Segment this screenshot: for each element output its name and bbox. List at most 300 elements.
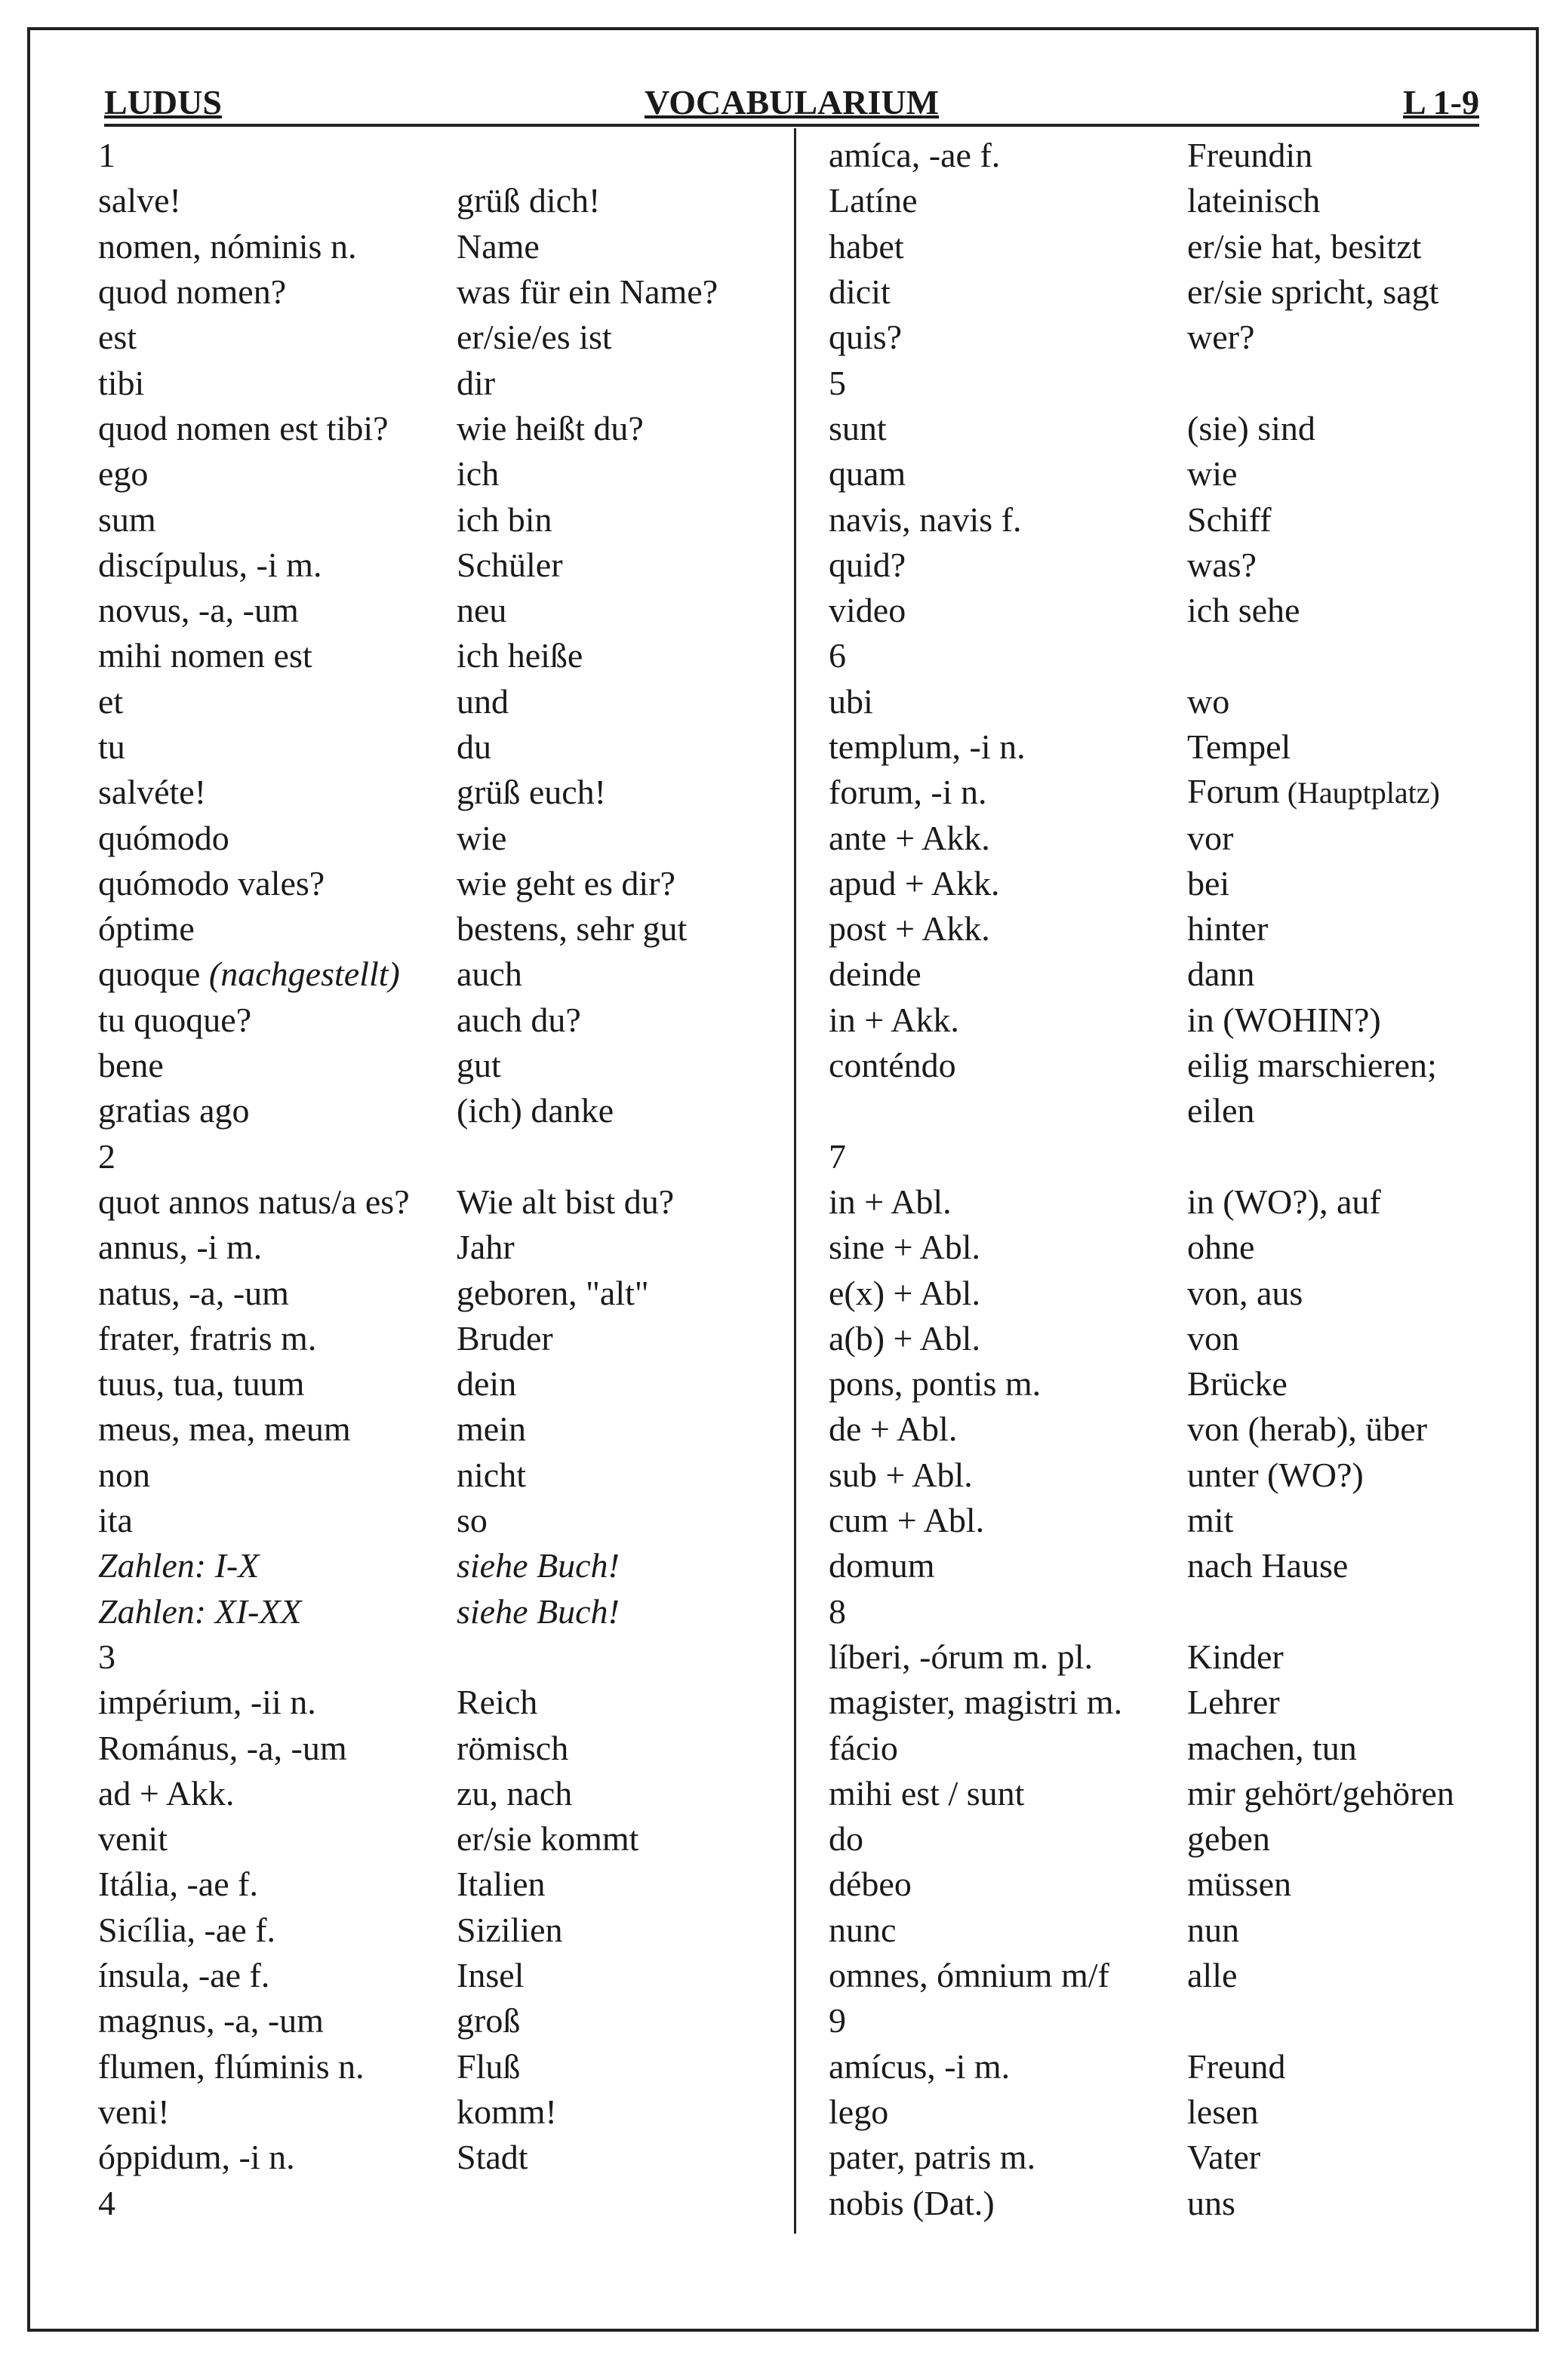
- latin-term: [829, 1637, 1187, 1677]
- vocab-row: [98, 861, 777, 906]
- vocab-row: [98, 724, 777, 770]
- header-lesson-range: L 1-9: [1403, 83, 1479, 121]
- latin-text: templum, -i n.: [829, 727, 1026, 766]
- german-translation: [1187, 2138, 1508, 2177]
- latin-text: frater, fratris m.: [98, 1318, 317, 1358]
- lesson-number: [829, 2001, 1187, 2040]
- german-translation: [457, 181, 777, 220]
- german-text: Kinder: [1187, 1637, 1284, 1676]
- latin-text: in + Akk.: [829, 1000, 959, 1039]
- german-text: nicht: [457, 1455, 526, 1494]
- german-translation: [1187, 1774, 1508, 1813]
- vocab-row: [829, 1453, 1508, 1498]
- vocab-row: [829, 1407, 1508, 1452]
- german-text: was für ein Name?: [457, 272, 718, 312]
- vocab-row: [829, 770, 1508, 815]
- german-translation: [457, 1091, 777, 1130]
- latin-text: Zahlen: XI-XX: [98, 1591, 302, 1631]
- latin-text: lego: [829, 2092, 889, 2131]
- vocab-row: [829, 497, 1508, 542]
- latin-text: ego: [98, 454, 149, 494]
- latin-text: pons, pontis m.: [829, 1364, 1041, 1404]
- lesson-number-row: [98, 2180, 777, 2225]
- latin-text: gratias ago: [98, 1091, 250, 1130]
- vocab-row: [98, 315, 777, 360]
- german-translation: [1187, 1911, 1508, 1950]
- latin-term: [829, 909, 1187, 949]
- german-translation: [1187, 1956, 1508, 1995]
- vocab-row: [98, 1816, 777, 1862]
- german-translation: [1187, 682, 1508, 721]
- german-translation: [457, 1046, 777, 1085]
- latin-term: [829, 682, 1187, 721]
- latin-text: do: [829, 1819, 863, 1859]
- latin-text: óptime: [98, 909, 195, 949]
- lesson-number: [98, 136, 457, 175]
- german-text: siehe Buch!: [457, 1591, 620, 1631]
- header-left-title: LUDUS: [104, 83, 222, 121]
- german-translation: [457, 1228, 777, 1267]
- vocab-row: [98, 360, 777, 405]
- latin-text: novus, -a, -um: [98, 591, 299, 630]
- german-text: von (herab), über: [1187, 1410, 1428, 1449]
- german-text: neu: [457, 591, 507, 630]
- german-text: dir: [457, 363, 496, 402]
- german-text: bestens, sehr gut: [457, 909, 688, 949]
- vocab-row: [98, 1725, 777, 1770]
- german-text: groß: [457, 2001, 521, 2040]
- vocab-row: [98, 269, 777, 315]
- german-text: Freund: [1187, 2046, 1286, 2086]
- german-translation: [457, 955, 777, 994]
- latin-term: [829, 1364, 1187, 1404]
- vocab-row: [829, 451, 1508, 497]
- vocab-row: [98, 1680, 777, 1725]
- latin-term: [98, 2047, 457, 2086]
- latin-text: nomen, nóminis n.: [98, 226, 357, 266]
- german-translation: [457, 546, 777, 585]
- german-text: zu, nach: [457, 1773, 573, 1813]
- german-text: Schiff: [1187, 500, 1272, 539]
- latin-term: [829, 1865, 1187, 1904]
- vocab-row: [98, 1543, 777, 1588]
- german-text: alle: [1187, 1956, 1238, 1995]
- german-translation: [1187, 181, 1508, 220]
- german-translation: [1187, 272, 1508, 312]
- lesson-number-row: [829, 1589, 1508, 1634]
- latin-text: ínsula, -ae f.: [98, 1956, 270, 1995]
- german-translation: [457, 1683, 777, 1722]
- german-translation: [457, 1956, 777, 1995]
- german-translation: [457, 864, 777, 903]
- vocab-row: [98, 1862, 777, 1907]
- vocab-row: [829, 1862, 1508, 1907]
- german-translation: [457, 1364, 777, 1404]
- vocab-row: [98, 906, 777, 952]
- german-text: in (WO?), auf: [1187, 1182, 1381, 1221]
- vocab-row: [829, 2180, 1508, 2225]
- latin-term: [829, 1182, 1187, 1222]
- german-text: Brücke: [1187, 1364, 1288, 1404]
- vocab-row: [829, 543, 1508, 588]
- column-divider: [794, 128, 796, 2234]
- latin-term: [829, 227, 1187, 266]
- latin-term: [829, 1819, 1187, 1859]
- latin-term: [829, 1046, 1187, 1085]
- latin-term: [98, 773, 457, 812]
- vocab-row: [98, 1225, 777, 1270]
- german-translation: [457, 1774, 777, 1813]
- german-translation: [457, 272, 777, 312]
- german-text: nun: [1187, 1910, 1239, 1949]
- german-text: von, aus: [1187, 1273, 1303, 1312]
- german-text: er/sie/es ist: [457, 318, 612, 357]
- latin-text: tu quoque?: [98, 1000, 252, 1039]
- latin-term: [98, 272, 457, 312]
- german-text: Name: [457, 226, 540, 266]
- latin-text: amíca, -ae f.: [829, 136, 1001, 175]
- vocab-row: [98, 588, 777, 633]
- vocab-row: [98, 2135, 777, 2180]
- german-translation: [1187, 2092, 1508, 2132]
- german-translation: [457, 2092, 777, 2132]
- vocab-row: [829, 1771, 1508, 1816]
- german-text: Tempel: [1187, 727, 1291, 766]
- latin-text: 4: [98, 2183, 115, 2222]
- vocab-row: [98, 1361, 777, 1407]
- latin-term: [98, 955, 457, 994]
- german-text: was?: [1187, 545, 1257, 584]
- vocab-row: [98, 1043, 777, 1088]
- latin-term: [98, 1729, 457, 1768]
- german-translation: [1187, 136, 1508, 175]
- latin-text: Itália, -ae f.: [98, 1865, 258, 1904]
- latin-text: salvéte!: [98, 773, 207, 812]
- latin-text: ubi: [829, 681, 873, 721]
- latin-text: conténdo: [829, 1046, 956, 1085]
- vocab-row: [829, 1316, 1508, 1361]
- latin-term: [98, 1001, 457, 1040]
- german-text: Sizilien: [457, 1910, 563, 1949]
- german-text: grüß euch!: [457, 773, 606, 812]
- vocab-row: [98, 633, 777, 678]
- latin-term: [98, 2092, 457, 2132]
- latin-text: 9: [829, 2001, 846, 2040]
- latin-term: [98, 1319, 457, 1358]
- german-text: Stadt: [457, 2138, 528, 2177]
- vocab-row: [829, 906, 1508, 952]
- german-translation: [457, 2138, 777, 2177]
- vocab-row: [98, 1589, 777, 1634]
- german-translation: [457, 1274, 777, 1313]
- german-text: komm!: [457, 2092, 557, 2131]
- latin-text: e(x) + Abl.: [829, 1273, 980, 1312]
- latin-term: [98, 1364, 457, 1404]
- latin-text: 8: [829, 1591, 846, 1631]
- vocab-row: [98, 543, 777, 588]
- latin-text: ad + Akk.: [98, 1773, 235, 1813]
- german-translation: [1187, 1501, 1508, 1540]
- german-text: (sie) sind: [1187, 408, 1315, 447]
- lesson-number: [829, 364, 1187, 403]
- german-text: grüß dich!: [457, 181, 601, 220]
- vocab-row: [98, 497, 777, 542]
- german-translation: [1187, 864, 1508, 903]
- german-text: in (WOHIN?): [1187, 1000, 1381, 1039]
- latin-text: 3: [98, 1637, 115, 1676]
- german-translation: [457, 1819, 777, 1859]
- german-text: mit: [1187, 1501, 1234, 1540]
- german-translation: [457, 909, 777, 949]
- lesson-number: [829, 1592, 1187, 1631]
- latin-text: 7: [829, 1136, 846, 1176]
- vocab-row: [829, 1498, 1508, 1543]
- german-text: er/sie spricht, sagt: [1187, 272, 1439, 312]
- german-translation: [457, 1501, 777, 1540]
- latin-text: impérium, -ii n.: [98, 1683, 316, 1722]
- german-translation: [457, 636, 777, 675]
- german-text: Fluß: [457, 2046, 521, 2086]
- vocab-row: [98, 815, 777, 860]
- german-translation: [457, 591, 777, 630]
- german-translation: [457, 1319, 777, 1358]
- german-translation: [457, 1911, 777, 1950]
- latin-term: [98, 409, 457, 448]
- latin-text: quis?: [829, 318, 903, 357]
- latin-term: [98, 591, 457, 630]
- german-translation: [457, 819, 777, 858]
- latin-text: tuus, tua, tuum: [98, 1364, 305, 1404]
- latin-term: [98, 227, 457, 266]
- latin-term: [829, 727, 1187, 767]
- vocab-row: [98, 224, 777, 269]
- latin-text: quómodo: [98, 818, 229, 857]
- german-text: Schüler: [457, 545, 563, 584]
- latin-term: [98, 1182, 457, 1222]
- vocab-row: [98, 952, 777, 997]
- latin-text: magister, magistri m.: [829, 1683, 1123, 1722]
- latin-text: video: [829, 591, 906, 630]
- latin-text: venit: [98, 1819, 168, 1859]
- german-translation: [1187, 1001, 1508, 1040]
- latin-term: [829, 2184, 1187, 2223]
- german-text: ohne: [1187, 1228, 1255, 1267]
- vocab-row: [98, 679, 777, 724]
- latin-text: pater, patris m.: [829, 2138, 1036, 2177]
- german-translation: [1187, 819, 1508, 858]
- vocab-row: [829, 2135, 1508, 2180]
- latin-text: natus, -a, -um: [98, 1273, 289, 1312]
- german-text: du: [457, 727, 491, 766]
- german-translation: [1187, 409, 1508, 448]
- latin-term: [98, 682, 457, 721]
- vocab-row: [98, 1316, 777, 1361]
- latin-term: [829, 500, 1187, 540]
- latin-text: habet: [829, 226, 904, 266]
- latin-text: tu: [98, 727, 125, 766]
- german-translation: [1187, 500, 1508, 540]
- latin-text: Románus, -a, -um: [98, 1728, 347, 1767]
- lesson-number-row: [829, 360, 1508, 405]
- vocab-row: [829, 406, 1508, 451]
- latin-text: nunc: [829, 1910, 897, 1949]
- german-translation: [1187, 2047, 1508, 2086]
- latin-text: a(b) + Abl.: [829, 1318, 980, 1358]
- german-translation: [457, 454, 777, 494]
- german-translation: [1187, 318, 1508, 357]
- german-text: vor: [1187, 818, 1234, 857]
- german-text: er/sie kommt: [457, 1819, 639, 1859]
- latin-text: de + Abl.: [829, 1410, 958, 1449]
- latin-text: mihi nomen est: [98, 636, 312, 675]
- german-translation: [457, 500, 777, 540]
- latin-term: [98, 1592, 457, 1631]
- latin-text: veni!: [98, 2092, 170, 2131]
- vocab-row: [829, 1725, 1508, 1770]
- latin-text: 1: [98, 136, 115, 175]
- latin-text: fácio: [829, 1728, 898, 1767]
- german-translation: [1187, 1729, 1508, 1768]
- german-text: eilig marschieren;: [1187, 1046, 1437, 1085]
- lesson-number: [829, 636, 1187, 675]
- german-translation: [457, 2001, 777, 2040]
- latin-text: et: [98, 681, 124, 721]
- latin-term: [98, 909, 457, 949]
- german-text: Italien: [457, 1865, 546, 1904]
- vocab-row: [98, 1270, 777, 1315]
- german-translation: [457, 1729, 777, 1768]
- german-text: lesen: [1187, 2092, 1259, 2131]
- latin-term: [98, 1091, 457, 1130]
- vocab-row: [829, 815, 1508, 860]
- german-text: gut: [457, 1046, 501, 1085]
- german-translation: [457, 1546, 777, 1585]
- german-note: (Hauptplatz): [1279, 776, 1440, 810]
- vocab-row: [98, 2089, 777, 2135]
- german-text: siehe Buch!: [457, 1546, 620, 1585]
- latin-text: 5: [829, 363, 846, 402]
- vocab-row: [98, 1088, 777, 1133]
- german-translation: [457, 1592, 777, 1631]
- header-center-title: VOCABULARIUM: [644, 83, 940, 121]
- german-text: Reich: [457, 1683, 538, 1722]
- latin-term: [829, 1683, 1187, 1722]
- german-translation: [1187, 909, 1508, 949]
- latin-text: óppidum, -i n.: [98, 2138, 295, 2177]
- vocab-row: [98, 1498, 777, 1543]
- latin-text: sine + Abl.: [829, 1228, 981, 1267]
- latin-term: [98, 2138, 457, 2177]
- latin-text: discípulus, -i m.: [98, 545, 322, 584]
- german-translation: [457, 1410, 777, 1449]
- german-translation: [457, 1865, 777, 1904]
- german-text: wie: [1187, 454, 1238, 494]
- vocab-row: [829, 1543, 1508, 1588]
- latin-text: non: [98, 1455, 150, 1494]
- vocab-row: [829, 1270, 1508, 1315]
- vocab-row: [829, 1225, 1508, 1270]
- latin-text: quid?: [829, 545, 906, 584]
- latin-text: meus, mea, meum: [98, 1410, 351, 1449]
- german-text: wie heißt du?: [457, 408, 644, 447]
- latin-text: líberi, -órum m. pl.: [829, 1637, 1094, 1676]
- german-text: mein: [457, 1410, 526, 1449]
- latin-term: [98, 181, 457, 220]
- latin-text: magnus, -a, -um: [98, 2001, 324, 2040]
- german-translation: [1187, 1228, 1508, 1267]
- german-text: dann: [1187, 955, 1255, 994]
- latin-term: [98, 2001, 457, 2040]
- latin-text: nobis (Dat.): [829, 2183, 995, 2222]
- german-translation: [1187, 1683, 1508, 1722]
- german-text: Lehrer: [1187, 1683, 1280, 1722]
- right-vocabulary-column: [829, 133, 1508, 2226]
- german-text: mir gehört/gehören: [1187, 1773, 1454, 1813]
- german-translation: [1187, 1319, 1508, 1358]
- latin-term: [829, 1410, 1187, 1449]
- vocab-row: [829, 1179, 1508, 1225]
- german-translation: [1187, 1274, 1508, 1313]
- latin-text: deinde: [829, 955, 921, 994]
- german-text: ich heiße: [457, 636, 583, 675]
- german-translation: [457, 2047, 777, 2086]
- vocab-row: [98, 1179, 777, 1225]
- latin-text: sum: [98, 500, 156, 539]
- latin-text: 2: [98, 1136, 115, 1176]
- german-translation: [457, 1001, 777, 1040]
- german-translation: [457, 227, 777, 266]
- german-text: nach Hause: [1187, 1546, 1349, 1585]
- vocab-row: [829, 2089, 1508, 2135]
- vocab-row: [829, 1816, 1508, 1862]
- german-translation: [457, 318, 777, 357]
- lesson-number-row: [829, 1998, 1508, 2043]
- latin-term: [98, 636, 457, 675]
- german-text: Forum: [1187, 772, 1280, 811]
- latin-text: quot annos natus/a es?: [98, 1182, 410, 1221]
- vocab-row: [829, 224, 1508, 269]
- latin-text: sunt: [829, 408, 887, 447]
- german-text: (ich) danke: [457, 1091, 614, 1130]
- latin-text: domum: [829, 1546, 935, 1585]
- latin-term: [98, 454, 457, 494]
- latin-text: Latíne: [829, 181, 918, 220]
- latin-text: quoque: [98, 955, 201, 994]
- vocab-row: [829, 1043, 1508, 1088]
- latin-text: Sicília, -ae f.: [98, 1910, 276, 1949]
- vocab-row: [829, 1361, 1508, 1407]
- german-translation: [1187, 2184, 1508, 2223]
- latin-text: dicit: [829, 272, 891, 312]
- german-translation: [1187, 227, 1508, 266]
- latin-text: sub + Abl.: [829, 1455, 973, 1494]
- vocab-row: [829, 998, 1508, 1043]
- german-text: so: [457, 1501, 488, 1540]
- latin-term: [829, 2138, 1187, 2177]
- latin-text: omnes, ómnium m/f: [829, 1956, 1109, 1995]
- latin-term: [829, 409, 1187, 448]
- latin-text: quod nomen est tibi?: [98, 408, 389, 447]
- latin-text: navis, navis f.: [829, 500, 1022, 539]
- german-text: wo: [1187, 681, 1230, 721]
- german-text: lateinisch: [1187, 181, 1321, 220]
- german-translation: [1187, 454, 1508, 494]
- german-translation: [1187, 546, 1508, 585]
- latin-term: [98, 864, 457, 903]
- latin-text: salve!: [98, 181, 181, 220]
- page-header: [104, 81, 1479, 127]
- german-text: auch: [457, 955, 522, 994]
